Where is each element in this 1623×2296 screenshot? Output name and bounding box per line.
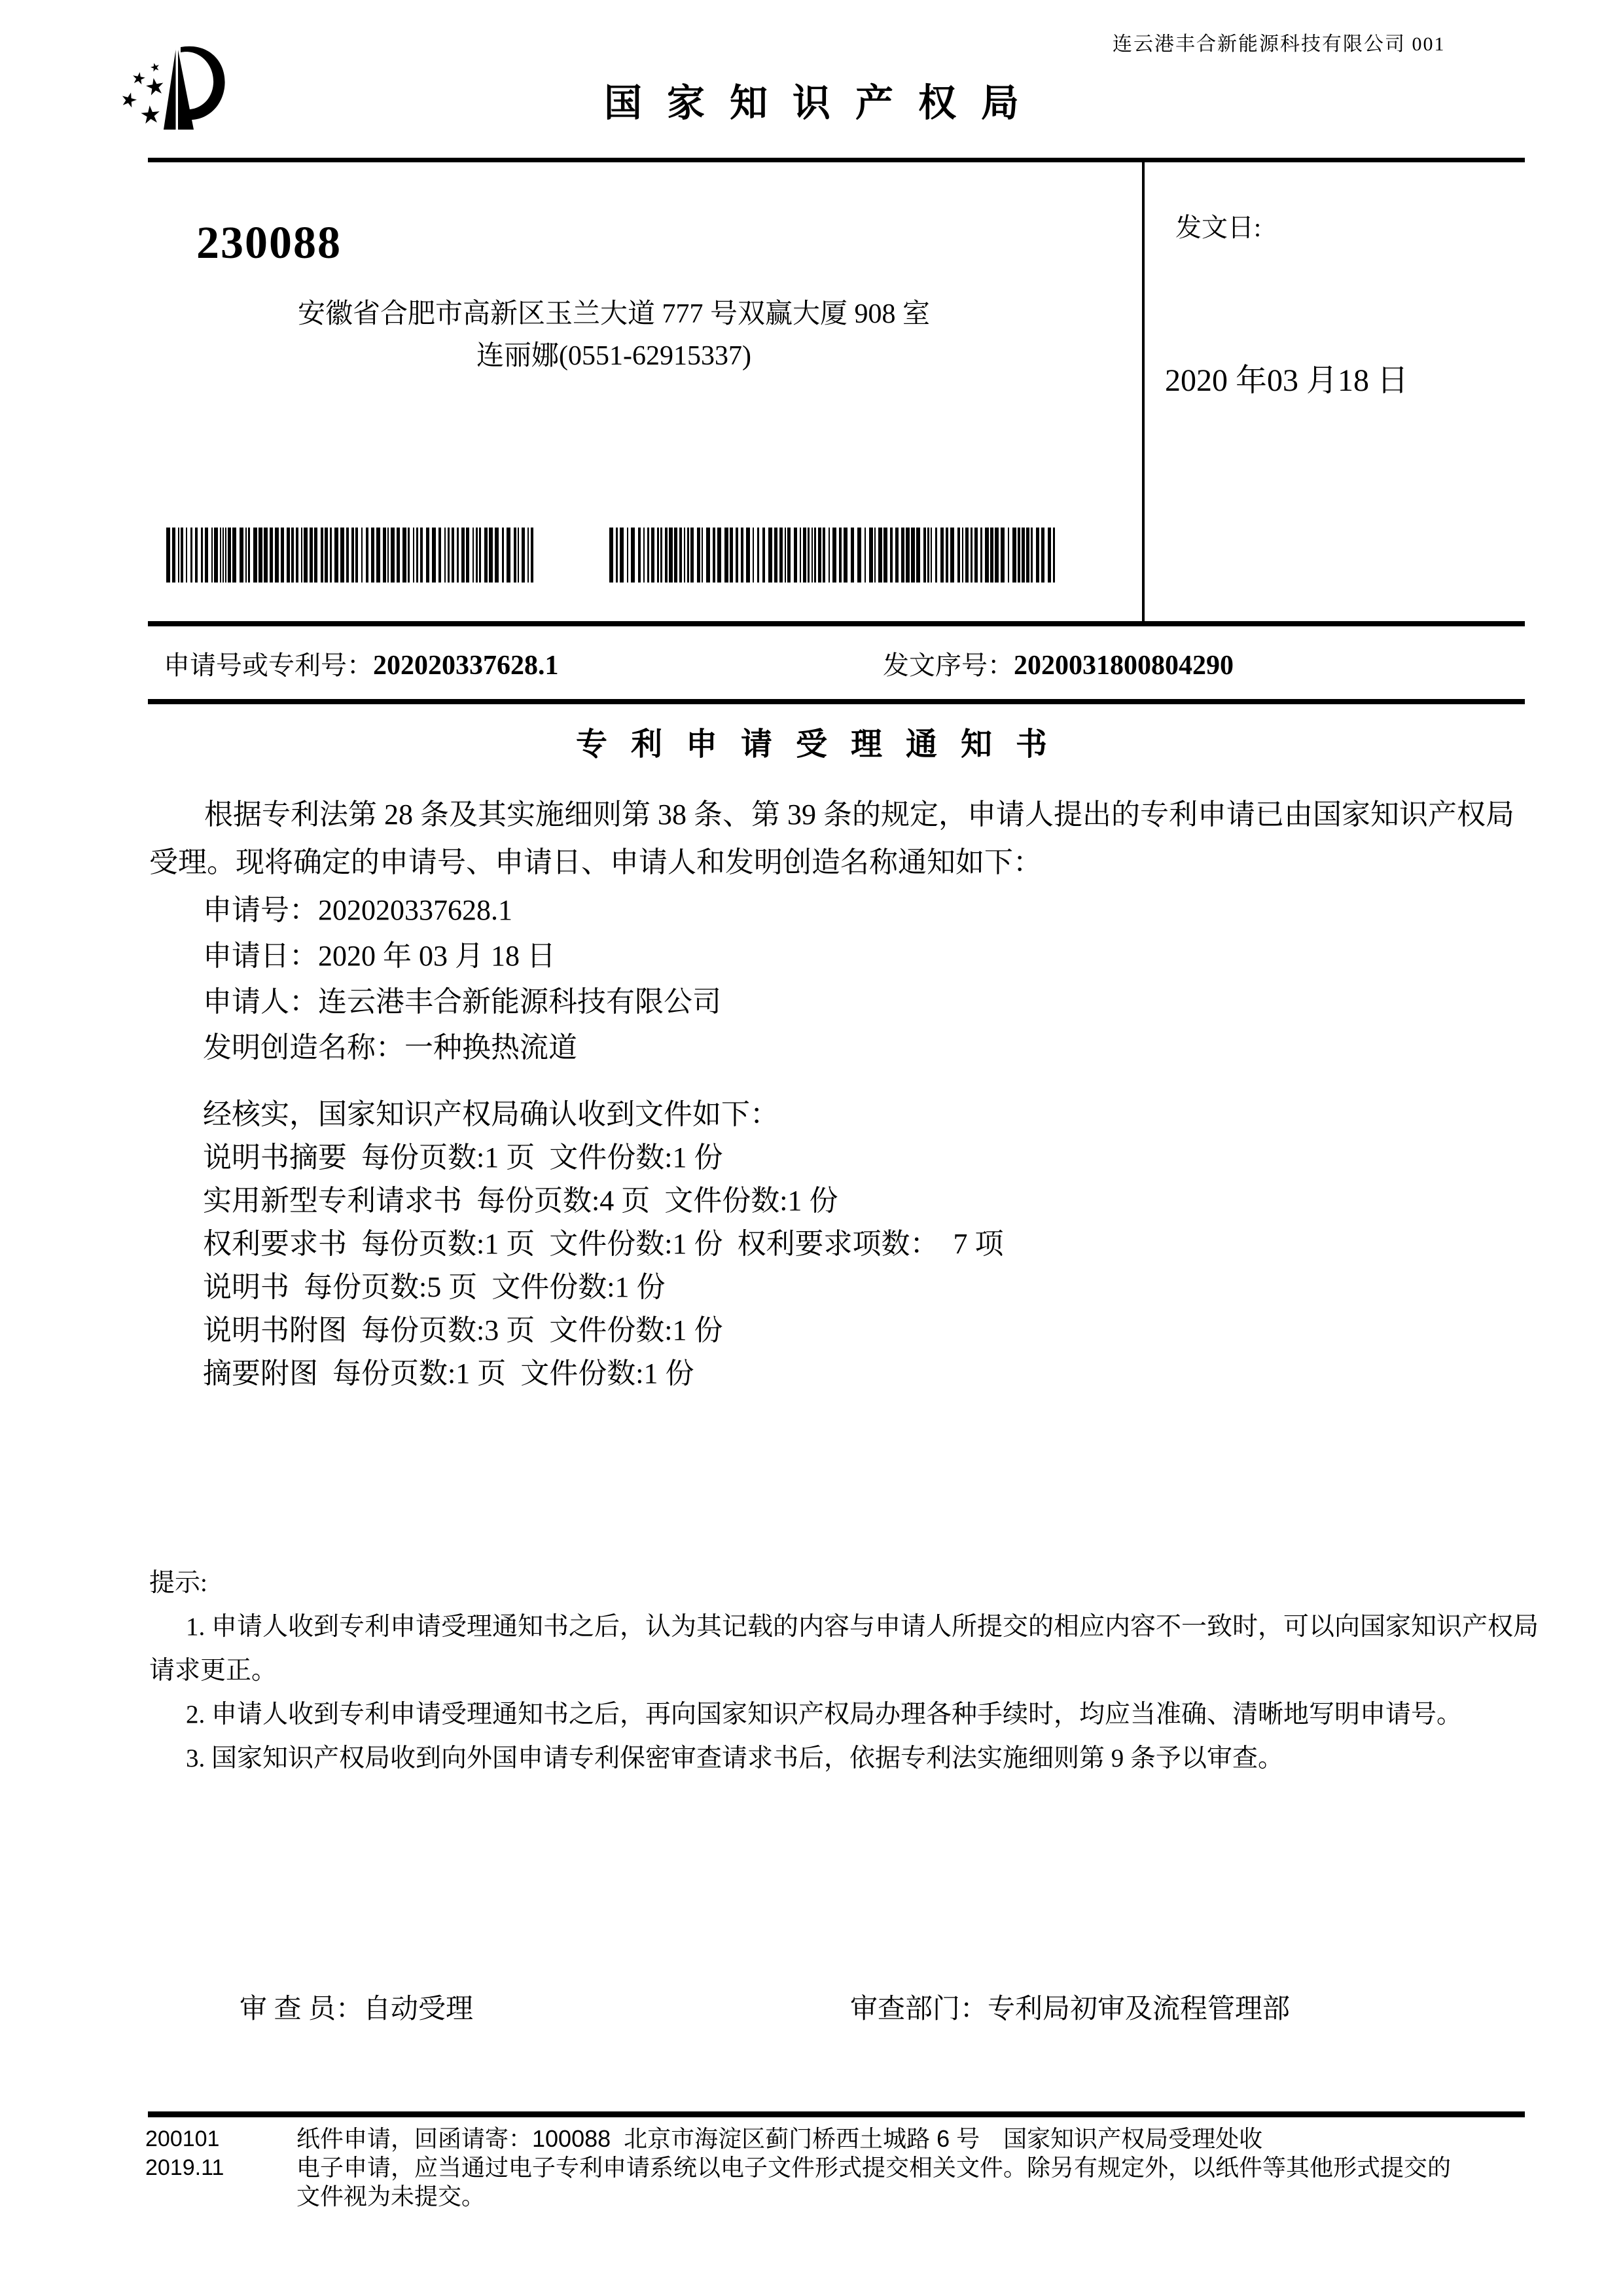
reference-rule-bottom [148,699,1525,704]
application-number-value: 202020337628.1 [373,651,559,681]
barcode-application [166,528,533,583]
detail-invention-title: 发明创造名称：一种换热流道 [203,1031,577,1064]
recipient-address: 安徽省合肥市高新区玉兰大道 777 号双赢大厦 908 室 [297,299,930,329]
examiner-value: 自动受理 [363,1994,474,2024]
received-file-item: 说明书 每份页数:5 页 文件份数:1 份 [203,1271,666,1303]
tip-note-1: 1. 申请人收到专利申请受理通知书之后，认为其记载的内容与申请人所提交的相应内容不一致时，可以向国家知识产权局 [186,1613,1539,1641]
applicant-ref-header: 连云港丰合新能源科技有限公司 001 [1113,33,1446,55]
barcode-serial [609,528,1056,583]
notice-title: 专利申请受理通知书 [575,727,1071,762]
footer-form-code: 200101 [145,2126,220,2151]
application-details [149,888,1525,1071]
serial-number-value: 2020031800804290 [1014,651,1234,681]
application-number-label: 申请号或专利号： [164,651,373,680]
footer-instructions [296,2125,1488,2211]
tip-note-3: 3. 国家知识产权局收到向外国申请专利保密审查请求书后，依据专利法实施细则第 9 条予以审查。 [186,1744,1284,1772]
footer-electronic-instruction-continued: 文件视为未提交。 [296,2183,486,2210]
received-file-item: 实用新型专利请求书 每份页数:4 页 文件份数:1 份 [203,1185,838,1217]
received-file-item: 权利要求书 每份页数:1 页 文件份数:1 份 权利要求项数： 7 项 [203,1228,1004,1260]
header-rule [148,158,1525,162]
department-value: 专利局初审及流程管理部 [988,1994,1291,2024]
received-heading: 经核实，国家知识产权局确认收到文件如下： [203,1098,779,1130]
recipient-address-block [149,293,1079,377]
application-number-row [164,645,559,682]
serial-number-row [883,645,1234,682]
footer-form-codes [145,2125,224,2182]
received-file-item: 说明书摘要 每份页数:1 页 文件份数:1 份 [203,1141,723,1174]
dispatch-date-label: 发文日: [1175,213,1262,242]
detail-application-no: 申请号：202020337628.1 [203,894,512,926]
serial-number-label: 发文序号： [883,651,1014,680]
received-files-section [149,1093,1525,1395]
office-title: 国家知识产权局 [603,82,1044,124]
footer-electronic-instruction: 电子申请，应当通过电子专利申请系统以电子文件形式提交相关文件。除另有规定外，以纸件等其他形式提交的 [296,2154,1452,2181]
department-label: 审查部门： [850,1994,988,2024]
intro-line: 受理。现将确定的申请号、申请日、申请人和发明创造名称通知如下： [149,846,1042,878]
intro-line: 根据专利法第 28 条及其实施细则第 38 条、第 39 条的规定，申请人提出的专利申请已由国家知识产权局 [204,798,1514,831]
detail-applicant: 申请人：连云港丰合新能源科技有限公司 [203,986,721,1018]
tips-heading: 提示: [149,1569,207,1597]
reference-rule-top [148,621,1525,626]
dispatch-box-divider [1142,158,1145,626]
department-row [850,1987,1290,2026]
footer-rule [148,2111,1525,2117]
received-file-item: 摘要附图 每份页数:1 页 文件份数:1 份 [203,1357,694,1390]
examiner-row [240,1987,473,2026]
notice-intro [149,791,1525,886]
footer-paper-instruction: 纸件申请，回函请寄：100088 北京市海淀区蓟门桥西土城路 6 号 国家知识产权局受理处收 [296,2125,1263,2152]
tip-note-2: 2. 申请人收到专利申请受理通知书之后，再向国家知识产权局办理各种手续时，均应当准确、清晰地写明申请号。 [186,1700,1463,1729]
tips-section [149,1561,1539,1780]
detail-application-date: 申请日：2020 年 03 月 18 日 [203,940,556,972]
postal-code: 230088 [196,218,342,268]
recipient-contact: 连丽娜(0551-62915337) [476,341,751,371]
received-file-item: 说明书附图 每份页数:3 页 文件份数:1 份 [203,1314,723,1346]
tip-note-1-continued: 请求更正。 [149,1657,277,1685]
footer-form-date: 2019.11 [145,2155,224,2180]
dispatch-date-value: 2020 年03 月18 日 [1165,363,1409,398]
notice-body [149,791,1525,1395]
examiner-label: 审 查 员： [240,1994,364,2024]
